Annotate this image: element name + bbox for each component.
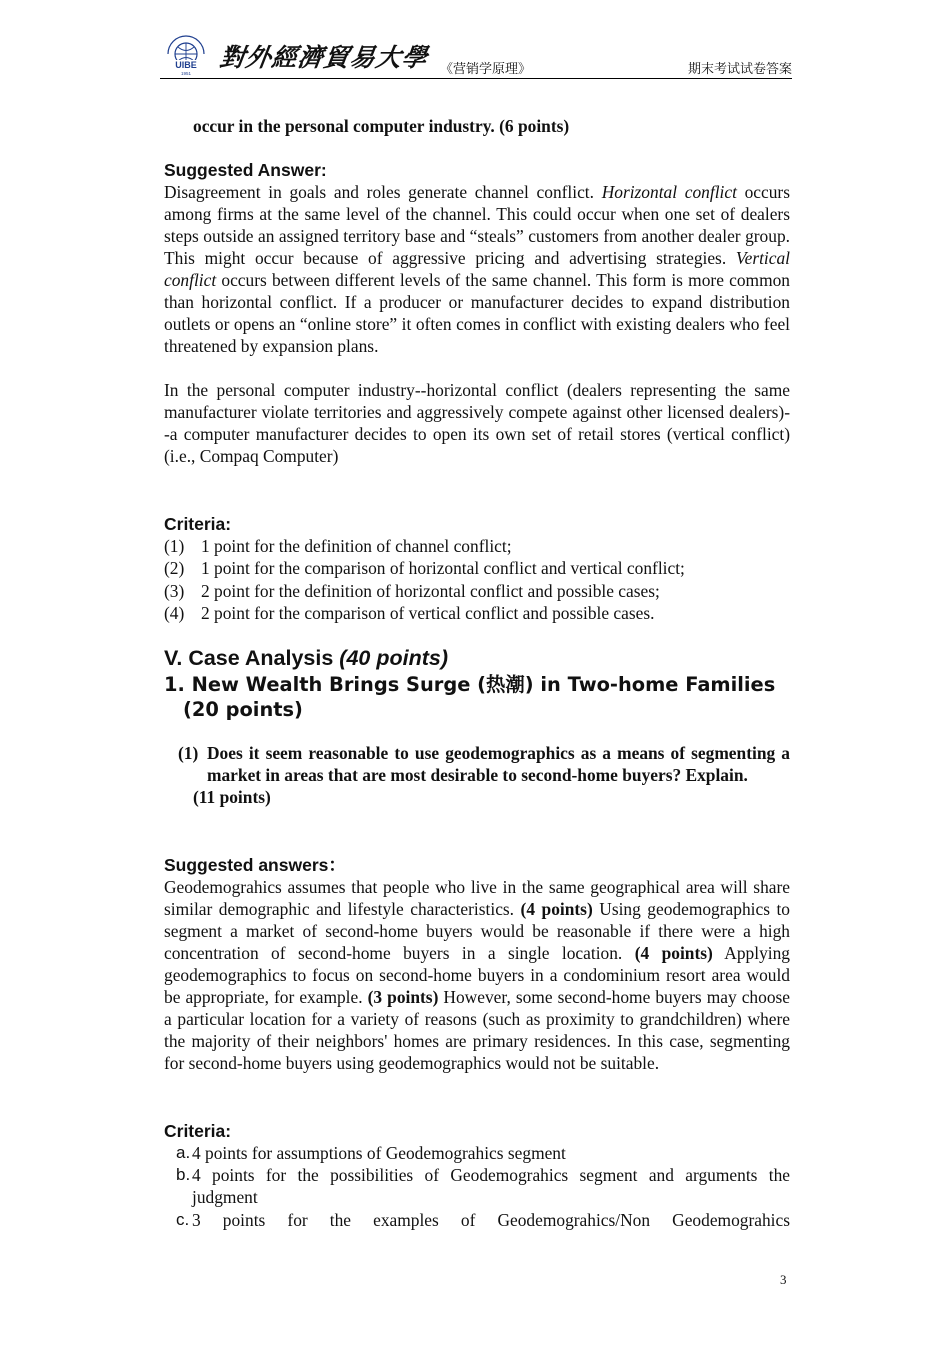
criteria-letter: c. bbox=[176, 1209, 190, 1229]
sub-question-text: Does it seem reasonable to use geodemographics as a means of segmenting a market in areas that are most desirable to second-home buyers? Explain. bbox=[207, 743, 790, 785]
section-title: V. Case Analysis bbox=[164, 646, 340, 670]
logo-year: 1951 bbox=[180, 71, 192, 76]
criteria-number: (1) bbox=[164, 536, 185, 556]
course-title: 《营销学原理》 bbox=[440, 61, 532, 76]
answer-text: occurs between different levels of the same channel. This form is more common than horizontal conflict. If a producer or manufacturer decides to expand distribution outlets or opens an “online store” it often comes in conflict with existing dealers who feel threatened by expansion plans. bbox=[164, 270, 790, 356]
exam-label: 期末考试试卷答案 bbox=[687, 61, 792, 76]
logo-text: UIBE bbox=[175, 60, 197, 70]
sub-question-points: (11 points) bbox=[193, 787, 271, 807]
answer-text: occurs among firms at the same level of the channel. This could occur when one set of dealers steps outside an assigned territory base and “steals” customers from another dealer group. This might occur because of aggressive pricing and advertising strategies. bbox=[164, 182, 790, 268]
university-logo-icon bbox=[162, 34, 210, 76]
criteria-item bbox=[164, 1142, 790, 1164]
criteria-item bbox=[164, 1164, 790, 1208]
header-divider bbox=[160, 78, 792, 79]
answer-points: (4 points) bbox=[520, 899, 593, 919]
criteria-item bbox=[164, 535, 790, 557]
criteria-text: 1 point for the comparison of horizontal conflict and vertical conflict; bbox=[201, 558, 685, 579]
criteria-letter: a. bbox=[176, 1143, 191, 1162]
criteria-heading: Criteria: bbox=[164, 1121, 232, 1141]
answer-paragraph bbox=[164, 876, 790, 1074]
answer-heading: Suggested answers： bbox=[164, 855, 346, 875]
case-title-points: (20 points) bbox=[183, 698, 303, 721]
case-title-line: 1. New Wealth Brings Surge (热潮) in Two-home Families bbox=[164, 673, 776, 696]
answer-emphasis: Vertical conflict bbox=[164, 248, 790, 290]
section-heading bbox=[164, 646, 448, 671]
criteria-text: 4 points for the possibilities of Geodemograhics segment and arguments the judgment bbox=[192, 1165, 790, 1208]
answer-text: However, some second-home buyers may choose a particular location for a variety of reasons (such as proximity to grandchildren) where the majority of their neighbors' homes are primary residences. In this case, segmenting for second-home buyers using geodemographics would not be suitable. bbox=[164, 987, 790, 1073]
case-title bbox=[164, 672, 804, 722]
answer-text: Applying geodemographics to focus on second-home buyers in a condominium resort area would be appropriate, for example. bbox=[164, 943, 790, 1007]
criteria-item bbox=[164, 580, 790, 602]
criteria-list bbox=[164, 535, 790, 624]
criteria-list bbox=[164, 1142, 790, 1231]
criteria-text: 1 point for the definition of channel conflict; bbox=[201, 536, 512, 556]
answer-points: (3 points) bbox=[367, 987, 439, 1007]
answer-section-1 bbox=[164, 159, 790, 467]
answer-text: Using geodemographics to segment a market of second-home buyers would be reasonable if there were a high concentration of second-home buyers in a single location. bbox=[164, 899, 790, 963]
criteria-number: (4) bbox=[164, 602, 185, 623]
answer-paragraph-2: In the personal computer industry--horizontal conflict (dealers representing the same manufacturer violate territories and aggressively compete against other licensed dealers)--a computer manufacturer decides to open its own set of retail stores (vertical conflict) (i.e., Compaq Computer) bbox=[164, 380, 790, 466]
answer-text: Disagreement in goals and roles generate channel conflict. bbox=[164, 182, 602, 202]
section-points: (40 points) bbox=[339, 646, 448, 670]
question-tail: occur in the personal computer industry. (6 points) bbox=[193, 116, 570, 136]
criteria-item bbox=[164, 557, 790, 579]
answer-heading: Suggested Answer: bbox=[164, 160, 327, 180]
answer-section-2 bbox=[164, 854, 790, 1074]
criteria-item bbox=[164, 602, 790, 624]
criteria-letter: b. bbox=[176, 1165, 191, 1185]
answer-points: (4 points) bbox=[634, 943, 713, 963]
answer-paragraph-1 bbox=[164, 181, 790, 357]
criteria-item bbox=[164, 1209, 790, 1231]
criteria-section-2 bbox=[164, 1120, 790, 1231]
criteria-text: 2 point for the comparison of vertical conflict and possible cases. bbox=[201, 602, 655, 623]
answer-emphasis: Horizontal conflict bbox=[601, 182, 737, 202]
sub-question bbox=[178, 742, 790, 808]
sub-question-number: (1) bbox=[178, 743, 199, 763]
criteria-number: (3) bbox=[164, 580, 185, 601]
criteria-section-1 bbox=[164, 513, 790, 624]
page-number: 3 bbox=[780, 1272, 787, 1287]
answer-text: Geodemograhics assumes that people who live in the same geographical area will share similar demographic and lifestyle characteristics. bbox=[164, 877, 790, 919]
criteria-text: 2 point for the definition of horizontal conflict and possible cases; bbox=[201, 580, 660, 601]
criteria-text: 3 points for the examples of Geodemograhics/Non Geodemograhics bbox=[192, 1209, 790, 1230]
criteria-heading: Criteria: bbox=[164, 514, 232, 534]
university-name: 對外經濟貿易大學 bbox=[217, 43, 430, 72]
page-header bbox=[162, 28, 792, 80]
criteria-text: 4 points for assumptions of Geodemograhics segment bbox=[192, 1143, 566, 1163]
criteria-number: (2) bbox=[164, 558, 185, 579]
